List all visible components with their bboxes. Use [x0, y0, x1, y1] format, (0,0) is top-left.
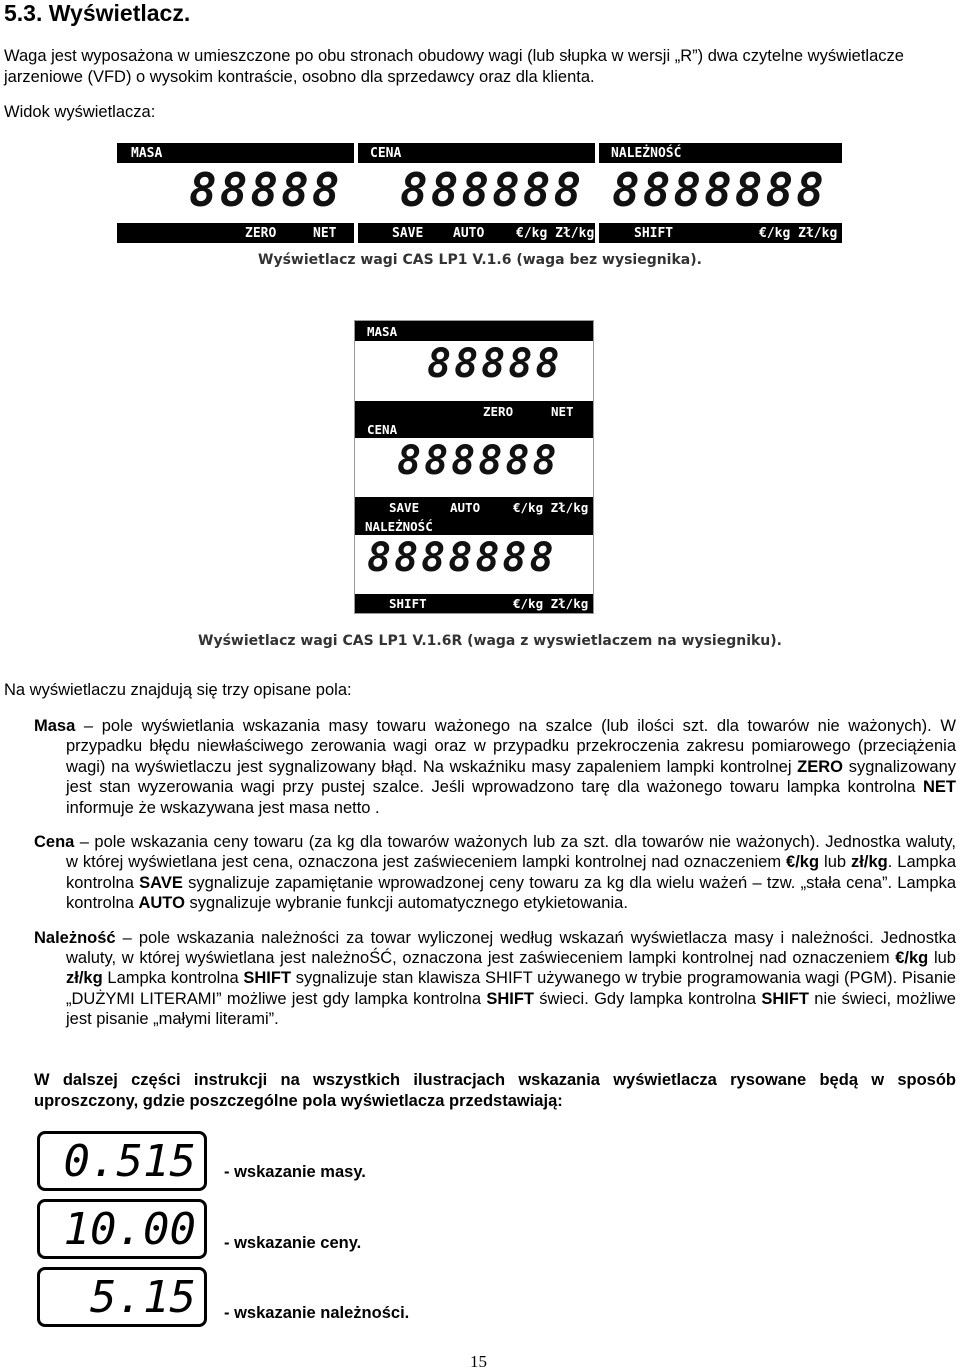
term-zl: zł/kg	[66, 969, 103, 988]
zero-indicator-v: ZERO	[483, 404, 514, 419]
cena-digits-v: 888888	[397, 438, 560, 484]
term-shift: SHIFT	[761, 989, 809, 1008]
term-eur: €/kg	[786, 853, 820, 872]
masa-indicator-bar-v	[355, 401, 593, 438]
cena-digits: 888888	[400, 163, 585, 217]
text: – pole wyświetlania wskazania masy towaru ważonego na szalce (lub ilości szt. dla towarów nie ważonych). W przypadku błędu niewłaściwego zerowania wagi oraz w przypadku przekroczenia zakresu pomiarowego (przeciążenia wagi) na wyświetlaczu jest sygnalizowany błąd. Na wskaźniku masy zapaleniem lampki kontrolnej	[66, 717, 956, 776]
term-eur: €/kg	[895, 949, 929, 968]
display-horizontal	[117, 143, 842, 243]
text: lub	[819, 853, 852, 872]
shift-indicator-v: SHIFT	[389, 596, 427, 611]
text: informuje że wskazywana jest masa netto .	[66, 798, 380, 817]
cena-indicator-bar-v	[355, 497, 593, 535]
text: sygnalizuje wybranie funkcji automatycznego etykietowania.	[184, 894, 628, 913]
term-naleznosc: Należność	[34, 928, 116, 947]
summary-paragraph: W dalszej części instrukcji na wszystkich ilustracjach wskazania wyświetlacza rysowane będą w sposób uproszczony, gdzie poszczególne pola wyświetlacza przedstawiają:	[34, 1071, 956, 1110]
term-zero: ZERO	[797, 757, 844, 776]
naleznosc-label: NALEŻNOŚĆ	[599, 143, 842, 163]
cena-indicator-bar	[358, 223, 595, 243]
fields-intro: Na wyświetlaczu znajdują się trzy opisane pola:	[4, 681, 352, 699]
masa-label-v: MASA	[355, 321, 593, 341]
lcd-cena-label: - wskazanie ceny.	[224, 1234, 362, 1252]
definitions	[34, 716, 956, 1044]
text: – pole wskazania należności za towar wyliczonej według wskazań wyświetlacza masy i należności. Jednostka waluty, w której wyświetlana jest należnoŚĆ, oznaczona jest zaświeceniem lampki kontrolnej nad oznaczeniem	[66, 928, 956, 968]
text: sygnalizowany jest stan wyzerowania wagi przy pustej szalce. Jeśli wprowadzono tarę dla ważonego towaru lampka kontrolna	[66, 757, 956, 797]
save-indicator: SAVE	[392, 225, 424, 241]
zero-indicator: ZERO	[245, 225, 277, 241]
naleznosc-label-v: NALEŻNOŚĆ	[365, 519, 433, 534]
term-save: SAVE	[139, 873, 183, 892]
masa-digits-v: 88888	[427, 341, 563, 387]
cena-label-v: CENA	[367, 422, 398, 437]
definition-naleznosc	[34, 928, 956, 1030]
display-vertical-caption: Wyświetlacz wagi CAS LP1 V.1.6R (waga z wyswietlaczem na wysiegniku).	[198, 633, 782, 649]
term-shift: SHIFT	[243, 969, 292, 988]
text: świeci. Gdy lampka kontrolna	[534, 989, 762, 1008]
text: lub	[928, 949, 956, 968]
term-auto: AUTO	[138, 894, 185, 913]
term-masa: Masa	[34, 717, 76, 735]
unit-indicator: €/kg Zł/kg	[516, 225, 595, 241]
unit-indicator-v: €/kg Zł/kg	[513, 500, 589, 515]
naleznosc-indicator-bar	[599, 223, 842, 243]
cena-label: CENA	[358, 143, 595, 163]
lcd-masa-label: - wskazanie masy.	[224, 1163, 366, 1181]
section-heading: 5.3. Wyświetlacz.	[4, 0, 191, 26]
auto-indicator-v: AUTO	[450, 500, 481, 515]
save-indicator-v: SAVE	[389, 500, 420, 515]
lcd-naleznosc: 5.15	[37, 1267, 207, 1327]
display-horizontal-caption: Wyświetlacz wagi CAS LP1 V.1.6 (waga bez wysiegnika).	[258, 252, 702, 268]
text: Lampka kontrolna	[102, 969, 244, 988]
masa-digits: 88888	[189, 163, 343, 217]
auto-indicator: AUTO	[453, 225, 485, 241]
term-shift: SHIFT	[486, 989, 534, 1008]
term-zl: zł/kg	[851, 853, 888, 872]
display-vertical	[354, 320, 594, 614]
masa-indicator-bar	[117, 223, 354, 243]
unit-indicator-2: €/kg Zł/kg	[759, 225, 838, 241]
definition-masa	[34, 716, 956, 818]
term-net: NET	[923, 778, 956, 797]
intro-paragraph: Waga jest wyposażona w umieszczone po obu stronach obudowy wagi (lub słupka w wersji „R”) dwa czytelne wyświetlacze jarzeniowe (VFD) o wysokim kontraście, osobno dla sprzedawcy oraz dla klienta.	[4, 47, 904, 86]
net-indicator: NET	[313, 225, 337, 241]
text: . Lampka kontrolna	[66, 853, 956, 892]
text: sygnalizuje stan klawisza SHIFT używanego w trybie programowania wagi (PGM). Pisanie „DUŻYMI LITERAMI” możliwe jest gdy lampka kontrolna	[66, 969, 956, 1008]
lcd-naleznosc-label: - wskazanie należności.	[224, 1304, 410, 1322]
naleznosc-digits-v: 8888888	[367, 535, 557, 581]
lcd-cena: 10.00	[37, 1199, 207, 1259]
text: – pole wskazania ceny towaru (za kg dla towarów ważonych lub za szt. dla towarów nie ważonych). Jednostka waluty, w której wyświetlana jest cena, oznaczona jest zaświeceniem lampki kontrolnej nad oznaczeniem	[66, 833, 956, 872]
shift-indicator: SHIFT	[634, 225, 674, 241]
definition-cena	[34, 832, 956, 914]
net-indicator-v: NET	[551, 404, 574, 419]
lcd-masa: 0.515	[37, 1131, 207, 1191]
page-number: 15	[470, 1352, 487, 1371]
term-cena: Cena	[34, 833, 75, 852]
text: sygnalizuje zapamiętanie wprowadzonej ceny towaru za kg dla wielu ważeń – tzw. „stała cena”. Lampka kontrolna	[66, 873, 956, 913]
naleznosc-digits: 8888888	[612, 163, 827, 217]
masa-label: MASA	[117, 143, 354, 163]
text: nie świeci, możliwe jest pisanie „małymi literami”.	[66, 989, 956, 1029]
unit-indicator-v2: €/kg Zł/kg	[513, 596, 589, 611]
naleznosc-indicator-bar-v	[355, 594, 593, 613]
view-label: Widok wyświetlacza:	[4, 103, 156, 121]
